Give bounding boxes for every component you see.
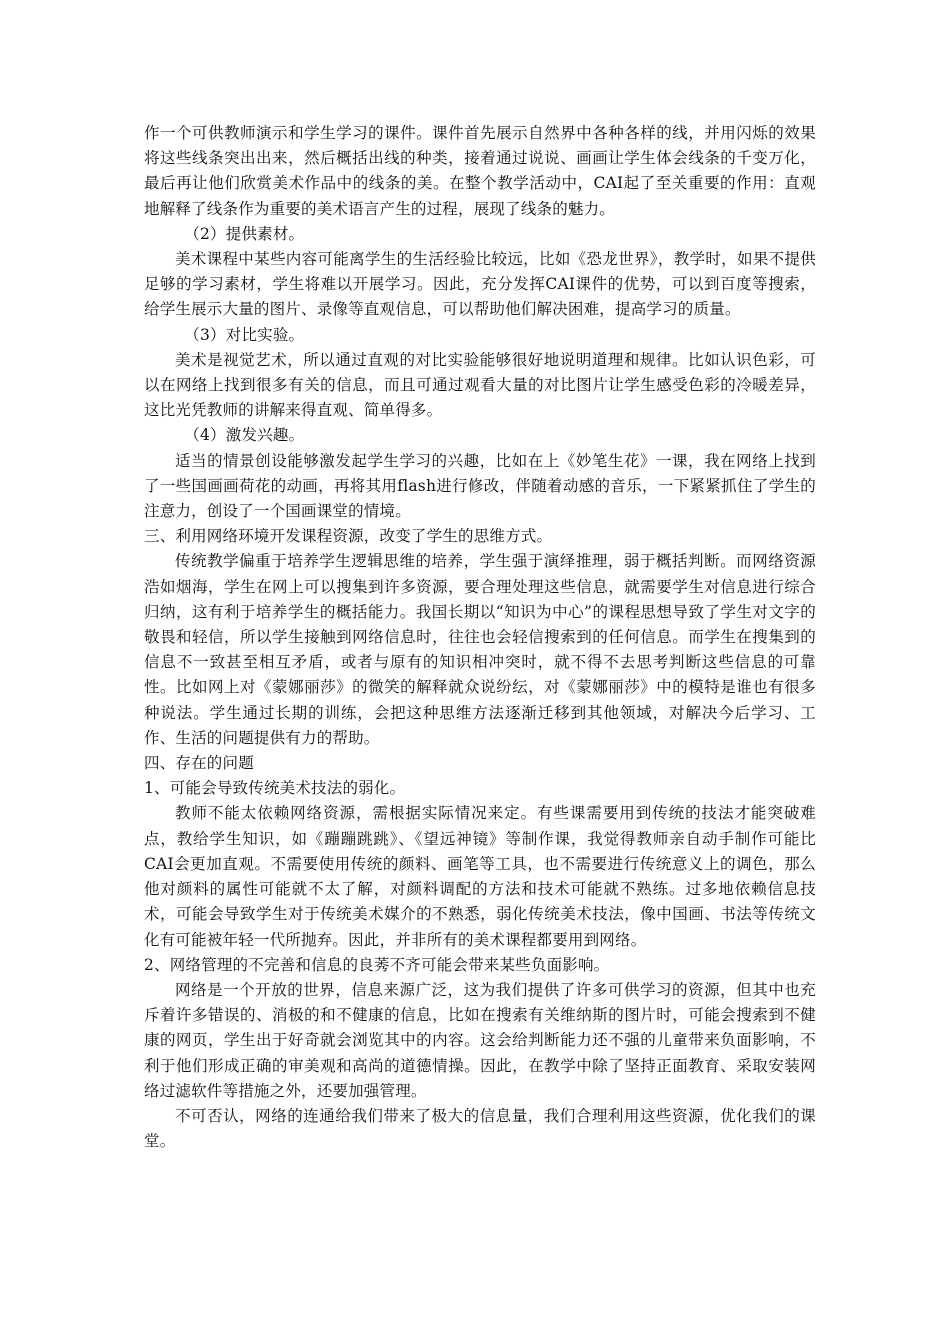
paragraph-thinking: 传统教学偏重于培养学生逻辑思维的培养，学生强于演绎推理，弱于概括判断。而网络资源浩如烟海，学生在网上可以搜集到许多资源，要合理处理这些信息，就需要学生对信息进行综合归纳，这有利于培养学生的概括能力。我国长期以“知识为中心”的课程思想导致了学生对文字的敬畏和轻信，所以学生接触到网络信息时，往往也会轻信搜索到的任何信息。而学生在搜集到的信息不一致甚至相互矛盾，或者与原有的知识相冲突时，就不得不去思考判断这些信息的可靠性。比如网上对《蒙娜丽莎》的微笑的解释就众说纷纭，对《蒙娜丽莎》中的模特是谁也有很多种说法。学生通过长期的训练，会把这种思维方法逐渐迁移到其他领域，对解决今后学习、工作、生活的问题提供有力的帮助。 bbox=[144, 552, 816, 747]
paragraph-materials: 美术课程中某些内容可能离学生的生活经验比较远，比如《恐龙世界》，教学时，如果不提供足够的学习素材，学生将难以开展学习。因此，充分发挥CAI课件的优势，可以到百度等搜索，给学生展示大量的图片、录像等直观信息，可以帮助他们解决困难，提高学习的质量。 bbox=[144, 250, 816, 319]
document-body bbox=[144, 121, 816, 1154]
paragraph-conclusion: 不可否认，网络的连通给我们带来了极大的信息量，我们合理利用这些资源，优化我们的课堂。 bbox=[144, 1106, 816, 1151]
subheading-provide-materials: （2）提供素材。 bbox=[184, 224, 305, 243]
section-heading-4: 四、存在的问题 bbox=[144, 754, 254, 773]
section-heading-3: 三、利用网络环境开发课程资源，改变了学生的思维方式。 bbox=[144, 527, 553, 546]
paragraph-issue-1: 教师不能太依赖网络资源，需根据实际情况来定。有些课需要用到传统的技法才能突破难点，教给学生知识，如《蹦蹦跳跳》、《望远神镜》等制作课，我觉得教师亲自动手制作可能比CAI会更加直观。不需要使用传统的颜料、画笔等工具，也不需要进行传统意义上的调色，那么他对颜料的属性可能就不太了解，对颜料调配的方法和技术可能就不熟练。过多地依赖信息技术，可能会导致学生对于传统美术媒介的不熟悉，弱化传统美术技法，像中国画、书法等传统文化有可能被年轻一代所抛弃。因此，并非所有的美术课程都要用到网络。 bbox=[144, 804, 816, 949]
subheading-interest: （4）激发兴趣。 bbox=[184, 426, 305, 445]
paragraph-comparison: 美术是视觉艺术，所以通过直观的对比实验能够很好地说明道理和规律。比如认识色彩，可以在网络上找到很多有关的信息，而且可通过观看大量的对比图片让学生感受色彩的冷暖差异，这比光凭教师的讲解来得直观、简单得多。 bbox=[144, 350, 816, 420]
issue-heading-1: 1、可能会导致传统美术技法的弱化。 bbox=[144, 779, 406, 798]
subheading-comparison: （3）对比实验。 bbox=[184, 325, 305, 344]
paragraph-continuation: 作一个可供教师演示和学生学习的课件。课件首先展示自然界中各种各样的线，并用闪烁的效果将这些线条突出出来，然后概括出线的种类，接着通过说说、画画让学生体会线条的千变万化，最后再让他们欣赏美术作品中的线条的美。在整个教学活动中，CAI起了至关重要的作用：直观地解释了线条作为重要的美术语言产生的过程，展现了线条的魅力。 bbox=[144, 124, 816, 218]
paragraph-issue-2: 网络是一个开放的世界，信息来源广泛，这为我们提供了许多可供学习的资源，但其中也充斥着许多错误的、消极的和不健康的信息，比如在搜索有关维纳斯的图片时，可能会搜索到不健康的网页，学生出于好奇就会浏览其中的内容。这会给判断能力还不强的儿童带来负面影响，不利于他们形成正确的审美观和高尚的道德情操。因此，在教学中除了坚持正面教育、采取安装网络过滤软件等措施之外，还要加强管理。 bbox=[144, 980, 816, 1100]
paragraph-interest: 适当的情景创设能够激发起学生学习的兴趣，比如在上《妙笔生花》一课，我在网络上找到了一些国画画荷花的动画，再将其用flash进行修改，伴随着动感的音乐，一下紧紧抓住了学生的注意力，创设了一个国画课堂的情境。 bbox=[144, 451, 816, 521]
issue-heading-2: 2、网络管理的不完善和信息的良莠不齐可能会带来某些负面影响。 bbox=[144, 955, 610, 974]
